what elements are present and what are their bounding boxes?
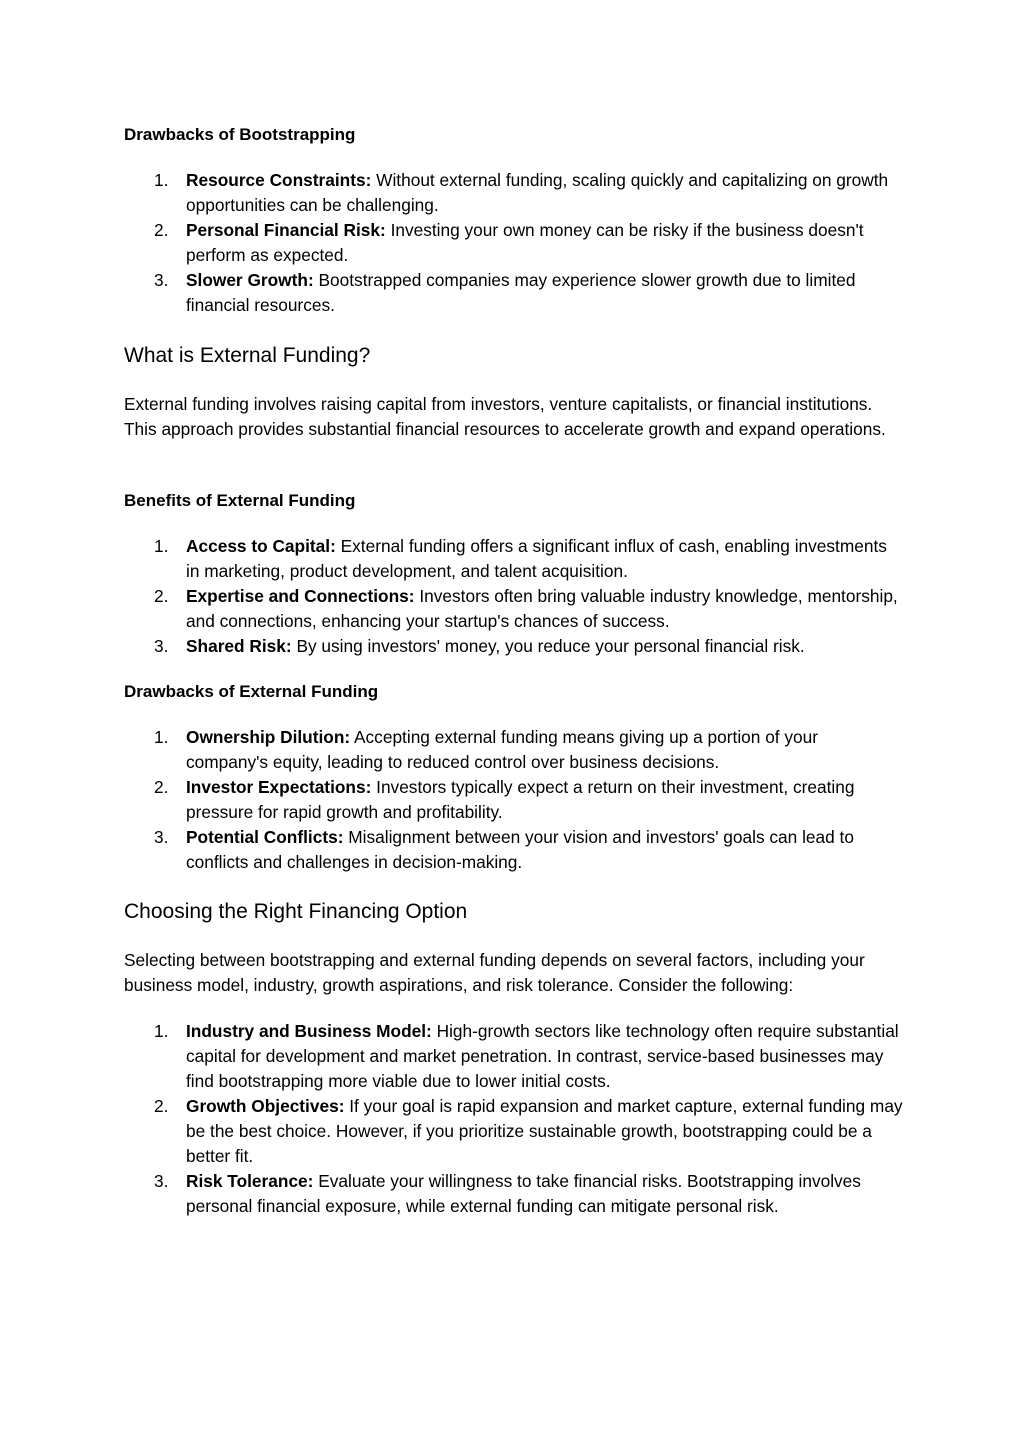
list-number: 2. <box>154 586 169 606</box>
list-item-term: Potential Conflicts: <box>186 827 344 847</box>
list-item-text: Investors often bring valuable industry knowledge, mentorship, and connections, enhancing your startup's chances of success. <box>186 586 898 631</box>
list-item <box>124 1169 904 1219</box>
list-number: 3. <box>154 1171 169 1191</box>
list-number: 1. <box>154 170 169 190</box>
list-number: 3. <box>154 636 169 656</box>
bootstrapping-drawbacks-list <box>124 168 904 318</box>
list-number: 3. <box>154 827 169 847</box>
list-number: 2. <box>154 777 169 797</box>
list-item-term: Shared Risk: <box>186 636 292 656</box>
list-item-term: Access to Capital: <box>186 536 336 556</box>
choosing-factors-list <box>124 1019 904 1219</box>
list-item-text: Accepting external funding means giving up a portion of your company's equity, leading to reduced control over business decisions. <box>186 727 819 772</box>
list-item <box>124 825 904 875</box>
choosing-intro: Selecting between bootstrapping and external funding depends on several factors, including your business model, industry, growth aspirations, and risk tolerance. Consider the following: <box>124 950 865 995</box>
list-item-text: Bootstrapped companies may experience slower growth due to limited financial resources. <box>186 270 856 315</box>
list-number: 1. <box>154 1021 169 1041</box>
list-item <box>124 168 904 218</box>
list-item-text: Investors typically expect a return on their investment, creating pressure for rapid growth and profitability. <box>186 777 855 822</box>
list-item-text: Evaluate your willingness to take financial risks. Bootstrapping involves personal financial exposure, while external funding can mitigate personal risk. <box>186 1171 861 1216</box>
list-item-text: External funding offers a significant influx of cash, enabling investments in marketing, product development, and talent acquisition. <box>186 536 887 581</box>
list-item-term: Resource Constraints: <box>186 170 372 190</box>
list-number: 2. <box>154 220 169 240</box>
external-funding-benefits-list <box>124 534 904 659</box>
list-item-text: Investing your own money can be risky if the business doesn't perform as expected. <box>186 220 864 265</box>
list-item-text: By using investors' money, you reduce your personal financial risk. <box>291 636 805 656</box>
choosing-financing-option-heading: Choosing the Right Financing Option <box>124 900 468 923</box>
list-item-text: Misalignment between your vision and investors' goals can lead to conflicts and challenges in decision-making. <box>186 827 854 872</box>
list-item-term: Growth Objectives: <box>186 1096 345 1116</box>
list-item-term: Risk Tolerance: <box>186 1171 314 1191</box>
list-item-term: Slower Growth: <box>186 270 314 290</box>
list-item-text: High-growth sectors like technology often require substantial capital for development and market penetration. In contrast, service-based businesses may find bootstrapping more viable due to lower initial costs. <box>186 1021 899 1091</box>
drawbacks-of-external-funding-heading: Drawbacks of External Funding <box>124 682 379 701</box>
external-funding-drawbacks-list <box>124 725 904 875</box>
list-item-text: Without external funding, scaling quickly and capitalizing on growth opportunities can be challenging. <box>186 170 889 215</box>
list-item <box>124 268 904 318</box>
list-item-term: Ownership Dilution: <box>186 727 351 747</box>
list-item-term: Expertise and Connections: <box>186 586 415 606</box>
external-funding-intro: External funding involves raising capital from investors, venture capitalists, or financial institutions. This approach provides substantial financial resources to accelerate growth and expand operations. <box>124 394 886 439</box>
list-item-term: Investor Expectations: <box>186 777 372 797</box>
drawbacks-of-bootstrapping-heading: Drawbacks of Bootstrapping <box>124 125 356 144</box>
list-item-term: Industry and Business Model: <box>186 1021 432 1041</box>
list-item <box>124 725 904 775</box>
list-item <box>124 775 904 825</box>
list-item <box>124 1094 904 1169</box>
list-item <box>124 584 904 634</box>
benefits-of-external-funding-heading: Benefits of External Funding <box>124 491 356 510</box>
list-item-term: Personal Financial Risk: <box>186 220 386 240</box>
list-number: 3. <box>154 270 169 290</box>
list-number: 2. <box>154 1096 169 1116</box>
list-item <box>124 634 904 659</box>
list-item <box>124 1019 904 1094</box>
list-item <box>124 534 904 584</box>
what-is-external-funding-heading: What is External Funding? <box>124 344 371 367</box>
list-number: 1. <box>154 727 169 747</box>
list-item <box>124 218 904 268</box>
list-item-text: If your goal is rapid expansion and market capture, external funding may be the best choice. However, if you prioritize sustainable growth, bootstrapping could be a better fit. <box>186 1096 903 1166</box>
list-number: 1. <box>154 536 169 556</box>
